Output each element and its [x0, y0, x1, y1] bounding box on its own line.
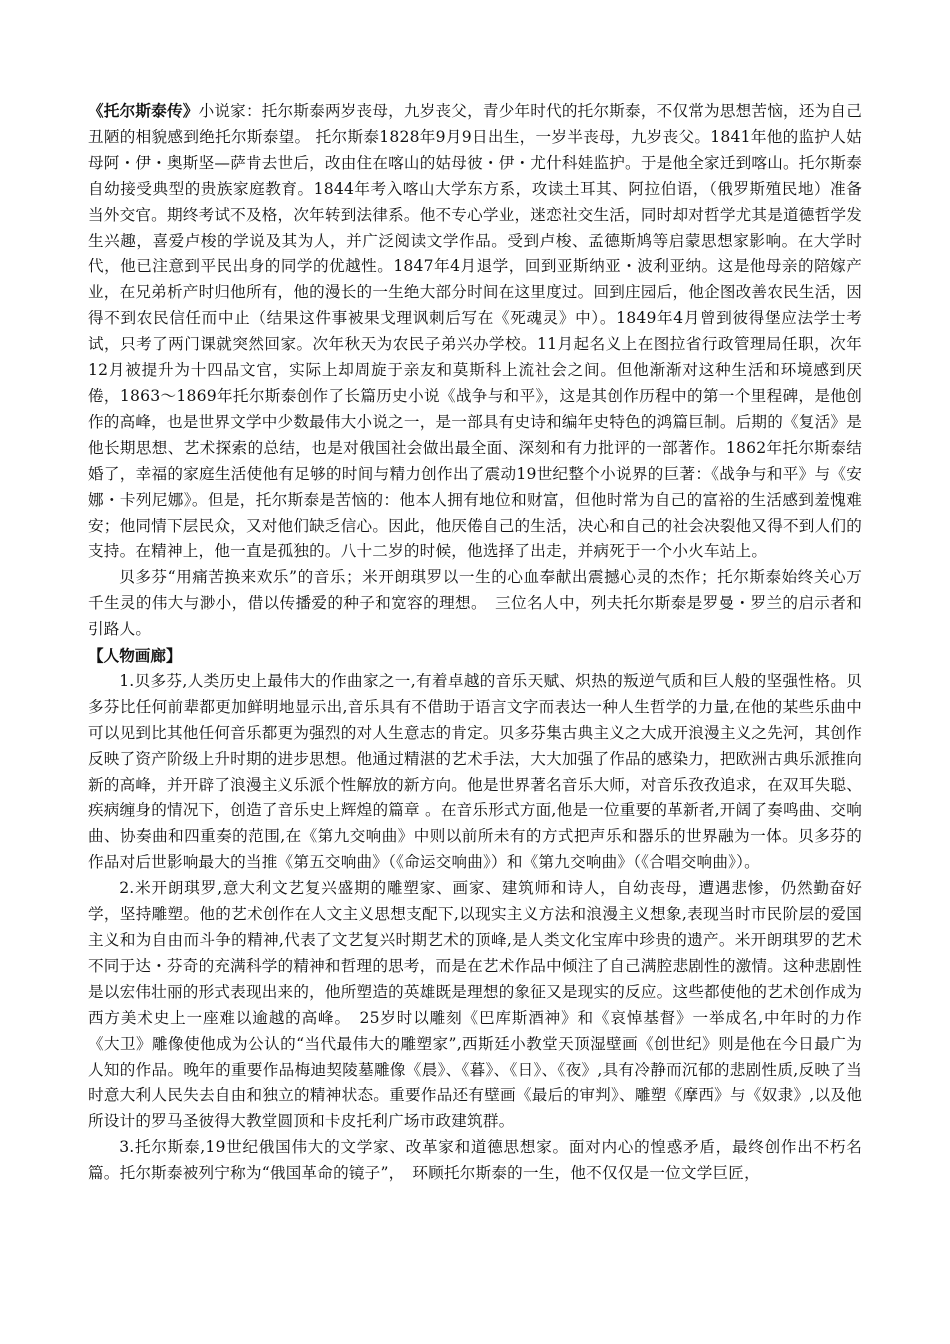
gallery-item-michelangelo: 2.米开朗琪罗,意大利文艺复兴盛期的雕塑家、画家、建筑师和诗人，自幼丧母，遭遇悲惨，仍然勤奋好学，坚持雕塑。他的艺术创作在人文主义思想支配下,以现实主义方法和浪漫主义想象,表现当时市民阶层的爱国主义和为自由而斗争的精神,代表了文艺复兴时期艺术的顶峰,是人类文化宝库中珍贵的遗产。米开朗琪罗的艺术不同于达・芬奇的充满科学的精神和哲理的思考，而是在艺术作品中倾注了自己满腔悲剧性的激情。这种悲剧性是以宏伟壮丽的形式表现出来的，他所塑造的英雄既是理想的象征又是现实的反应。这些都使他的艺术创作成为西方美术史上一座难以逾越的高峰。 25岁时以雕刻《巴库斯酒神》和《哀悼基督》一举成名,中年时的力作《大卫》雕像使他成为公认的“当代最伟大的雕塑家”,西斯廷小教堂天顶湿壁画《创世纪》则是他在今日最广为人知的作品。晚年的重要作品梅迪契陵墓雕像《晨》、《暮》、《日》、《夜》,具有冷静而沉郁的悲剧性质,反映了当时意大利人民失去自由和独立的精神状态。重要作品还有壁画《最后的审判》、雕塑《摩西》与《奴隶》,以及他所设计的罗马圣彼得大教堂圆顶和卡皮托利广场市政建筑群。 — [88, 879, 862, 1131]
gallery-item-beethoven: 1.贝多芬,人类历史上最伟大的作曲家之一,有着卓越的音乐天赋、炽热的叛逆气质和巨人般的坚强性格。贝多芬比任何前辈都更加鲜明地显示出,音乐具有不借助于语言文字而表达一种人生哲学的力量,在他的某些乐曲中可以见到比其他任何音乐都更为强烈的对人生意志的肯定。贝多芬集古典主义之大成开浪漫主义之先河，其创作反映了资产阶级上升时期的进步思想。他通过精湛的艺术手法，大大加强了作品的感染力，把欧洲古典乐派推向新的高峰，并开辟了浪漫主义乐派个性解放的新方向。他是世界著名音乐大师，对音乐孜孜追求，在双耳失聪、疾病缠身的情况下，创造了音乐史上辉煌的篇章 。在音乐形式方面,他是一位重要的革新者,开阔了奏鸣曲、交响曲、协奏曲和四重奏的范围,在《第九交响曲》中则以前所未有的方式把声乐和器乐的世界融为一体。贝多芬的作品对后世影响最大的当推《第五交响曲》（《命运交响曲》）和《第九交响曲》（《合唱交响曲》）。 — [88, 671, 862, 872]
gallery-item-tolstoy: 3.托尔斯泰,19世纪俄国伟大的文学家、改革家和道德思想家。面对内心的惶惑矛盾，最终创作出不朽名篇。托尔斯泰被列宁称为“俄国革命的镜子”， 环顾托尔斯泰的一生，他不仅仅是一位文学巨匠， — [88, 1138, 862, 1183]
intro-paragraph — [88, 98, 862, 565]
book-title: 《托尔斯泰传》 — [88, 101, 199, 120]
intro-text: 小说家：托尔斯泰两岁丧母，九岁丧父，青少年时代的托尔斯泰，不仅常为思想苦恼，还为自己丑陋的相貌感到绝托尔斯泰望。 托尔斯泰1828年9月9日出生，一岁半丧母，九岁丧父。1841年他的监护人姑母阿・伊・奥斯坚—萨肯去世后，改由住在喀山的姑母彼・伊・尤什科娃监护。于是他全家迁到喀山。托尔斯泰自幼接受典型的贵族家庭教育。1844年考入喀山大学东方系，攻读土耳其、阿拉伯语，（俄罗斯殖民地）准备当外交官。期终考试不及格，次年转到法律系。他不专心学业，迷恋社交生活，同时却对哲学尤其是道德哲学发生兴趣，喜爱卢梭的学说及其为人，并广泛阅读文学作品。受到卢梭、孟德斯鸠等启蒙思想家影响。在大学时代，他已注意到平民出身的同学的优越性。1847年4月退学，回到亚斯纳亚・波利亚纳。这是他母亲的陪嫁产业，在兄弟析产时归他所有，他的漫长的一生绝大部分时间在这里度过。回到庄园后，他企图改善农民生活，因得不到农民信任而中止（结果这件事被果戈理讽刺后写在《死魂灵》中）。1849年4月曾到彼得堡应法学士考试，只考了两门课就突然回家。次年秋天为农民子弟兴办学校。11月起名义上在图拉省行政管理局任职，次年12月被提升为十四品文官，实际上却周旋于亲友和莫斯科上流社会之间。但他渐渐对这种生活和环境感到厌倦，1863～1869年托尔斯泰创作了长篇历史小说《战争与和平》，这是其创作历程中的第一个里程碑，是他创作的高峰，也是世界文学中少数最伟大小说之一，是一部具有史诗和编年史特色的鸿篇巨制。后期的《复活》是他长期思想、艺术探索的总结，也是对俄国社会做出最全面、深刻和有力批评的一部著作。1862年托尔斯泰结婚了，幸福的家庭生活使他有足够的时间与精力创作出了震动19世纪整个小说界的巨著：《战争与和平》与《安娜・卡列尼娜》。但是，托尔斯泰是苦恼的：他本人拥有地位和财富，但他时常为自己的富裕的生活感到羞愧难安；他同情下层民众，又对他们缺乏信心。因此，他厌倦自己的生活，决心和自己的社会决裂他又得不到人们的支持。在精神上，他一直是孤独的。八十二岁的时候，他选择了出走，并病死于一个小火车站上。 — [88, 102, 862, 561]
document-page — [88, 98, 862, 1187]
summary-paragraph: 贝多芬“用痛苦换来欢乐”的音乐；米开朗琪罗以一生的心血奉献出震撼心灵的杰作；托尔斯泰始终关心万千生灵的伟大与渺小，借以传播爱的种子和宽容的理想。 三位名人中，列夫托尔斯泰是罗曼・罗兰的启示者和引路人。 — [88, 568, 862, 639]
gallery-heading: 【人物画廊】 — [88, 646, 182, 666]
